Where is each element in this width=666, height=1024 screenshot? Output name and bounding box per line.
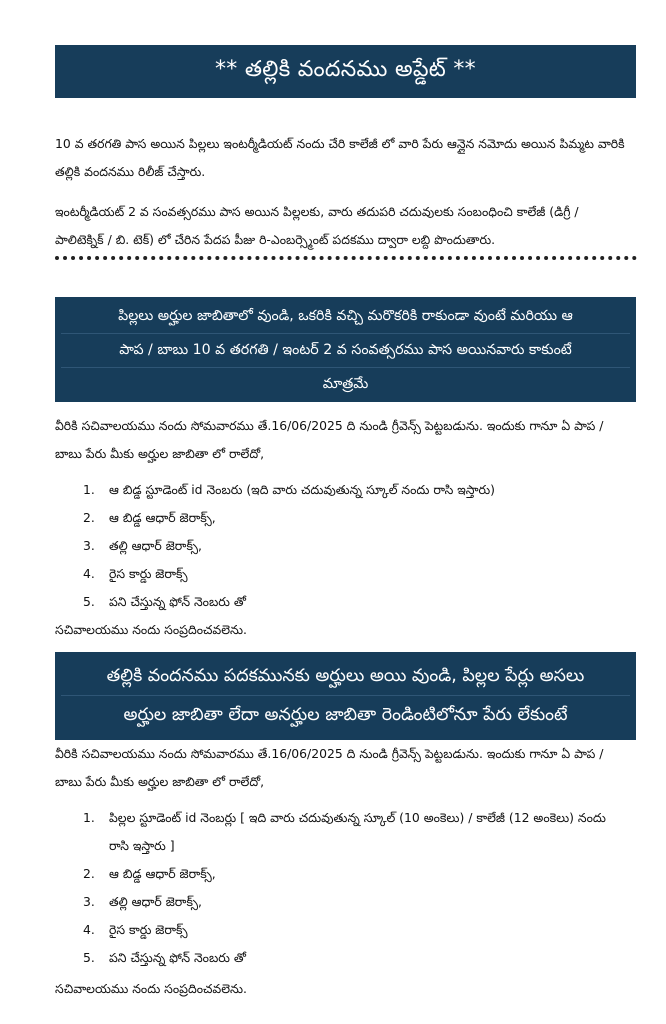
list-item-text: పని చేస్తున్న ఫోన్ నెంబరు తో (109, 594, 246, 609)
list-item-number: 4. (83, 566, 95, 581)
intro-paragraph-1: 10 వ తరగతి పాస అయిన పిల్లలు ఇంటర్మీడియట్ నందు చేరి కాలేజీ లో వారి పేరు ఆన్లైన నమోదు అయిన పిమ్మట వారికి తల్లికి వందనము రిలీజ్ చేస్తారు. (55, 136, 625, 179)
section-2-document-list (83, 804, 628, 972)
list-item-number: 2. (83, 866, 95, 881)
list-item-text: రైస కార్డు జెరాక్స్ (109, 566, 188, 581)
section-1-document-list (83, 476, 628, 616)
list-item (83, 560, 628, 588)
section-1-heading (55, 297, 636, 402)
list-item (83, 476, 628, 504)
section-2-heading (55, 652, 636, 740)
list-item-text: తల్లి ఆధార్ జెరాక్స్, (109, 894, 202, 909)
list-item-text: పని చేస్తున్న ఫోన్ నెంబరు తో (109, 950, 246, 965)
section-2-intro: వీరికి సచివాలయము నందు సోమవారము తే.16/06/2025 ది నుండి గ్రీవెన్స్ పెట్టబడును. ఇందుకు గానూ ఏ పాప / బాబు పేరు మీకు అర్హుల జాబితా లో రాలేదో, (55, 746, 604, 789)
list-item (83, 860, 628, 888)
intro-paragraph-2: ఇంటర్మీడియట్ 2 వ సంవత్సరము పాస అయిన పిల్లలకు, వారు తదుపరి చదువులకు సంబంధించి కాలేజీ (డిగ్రీ / పాలిటెక్నిక్ / బి. టెక్) లో చేరిన పేదప పీజు రి-ఎంబర్స్మెంట్ పదకము ద్వారా లబ్ది పొందుతారు. (55, 204, 579, 247)
list-item-text: ఆ బిడ్డ ఆధార్ జెరాక్స్, (109, 510, 216, 525)
list-item-number: 1. (83, 810, 95, 825)
section-1-heading-line-2: పాప / బాబు 10 వ తరగతి / ఇంటర్ 2 వ సంవత్సరము పాస అయినవారు కాకుంటే (61, 334, 630, 368)
list-item-text: తల్లి ఆధార్ జెరాక్స్, (109, 538, 202, 553)
section-2-closing: సచివాలయము నందు సంప్రదించవలెను. (55, 981, 247, 996)
section-1-heading-line-1: పిల్లలు అర్హుల జాబితాలో వుండి, ఒకరికి వచ్చి మరొకరికి రాకుండా వుంటే మరియు ఆ (61, 300, 630, 334)
section-1-intro: వీరికి సచివాలయము నందు సోమవారము తే.16/06/2025 ది నుండి గ్రీవెన్స్ పెట్టబడును. ఇందుకు గానూ ఏ పాప / బాబు పేరు మీకు అర్హుల జాబితా లో రాలేదో, (55, 418, 604, 461)
list-item-number: 3. (83, 538, 95, 553)
section-2-heading-line-1: తల్లికి వందనము పదకమునకు అర్హులు అయి వుండి, పిల్లల పేర్లు అసలు (61, 657, 630, 696)
section-1-closing: సచివాలయము నందు సంప్రదించవలెను. (55, 622, 247, 637)
list-item (83, 888, 628, 916)
list-item-text: పిల్లల స్టూడెంట్ id నెంబర్లు [ ఇది వారు చదువుతున్న స్కూల్ (10 అంకెలు) / కాలేజీ (12 అంకెలు) నందు రాసి ఇస్తారు ] (109, 810, 606, 853)
list-item (83, 532, 628, 560)
section-2-heading-line-2: అర్హుల జాబితా లేదా అనర్హుల జాబితా రెండింటిలోనూ పేరు లేకుంటే (123, 705, 568, 725)
list-item-text: రైస కార్డు జెరాక్స్ (109, 922, 188, 937)
list-item (83, 944, 628, 972)
list-item (83, 916, 628, 944)
dotted-divider (55, 256, 637, 260)
page-title: ** తల్లికి వందనము అప్డేట్ ** (55, 45, 636, 98)
list-item-number: 1. (83, 482, 95, 497)
list-item-text: ఆ బిడ్డ స్టూడెంట్ id నెంబరు (ఇది వారు చదువుతున్న స్కూల్ నందు రాసి ఇస్తారు) (109, 482, 496, 497)
section-1-heading-line-3: మాత్రమే (322, 376, 369, 392)
list-item-number: 2. (83, 510, 95, 525)
list-item (83, 504, 628, 532)
list-item-number: 5. (83, 594, 95, 609)
list-item-number: 5. (83, 950, 95, 965)
list-item-text: ఆ బిడ్డ ఆధార్ జెరాక్స్, (109, 866, 216, 881)
list-item (83, 804, 628, 860)
list-item (83, 588, 628, 616)
list-item-number: 3. (83, 894, 95, 909)
list-item-number: 4. (83, 922, 95, 937)
